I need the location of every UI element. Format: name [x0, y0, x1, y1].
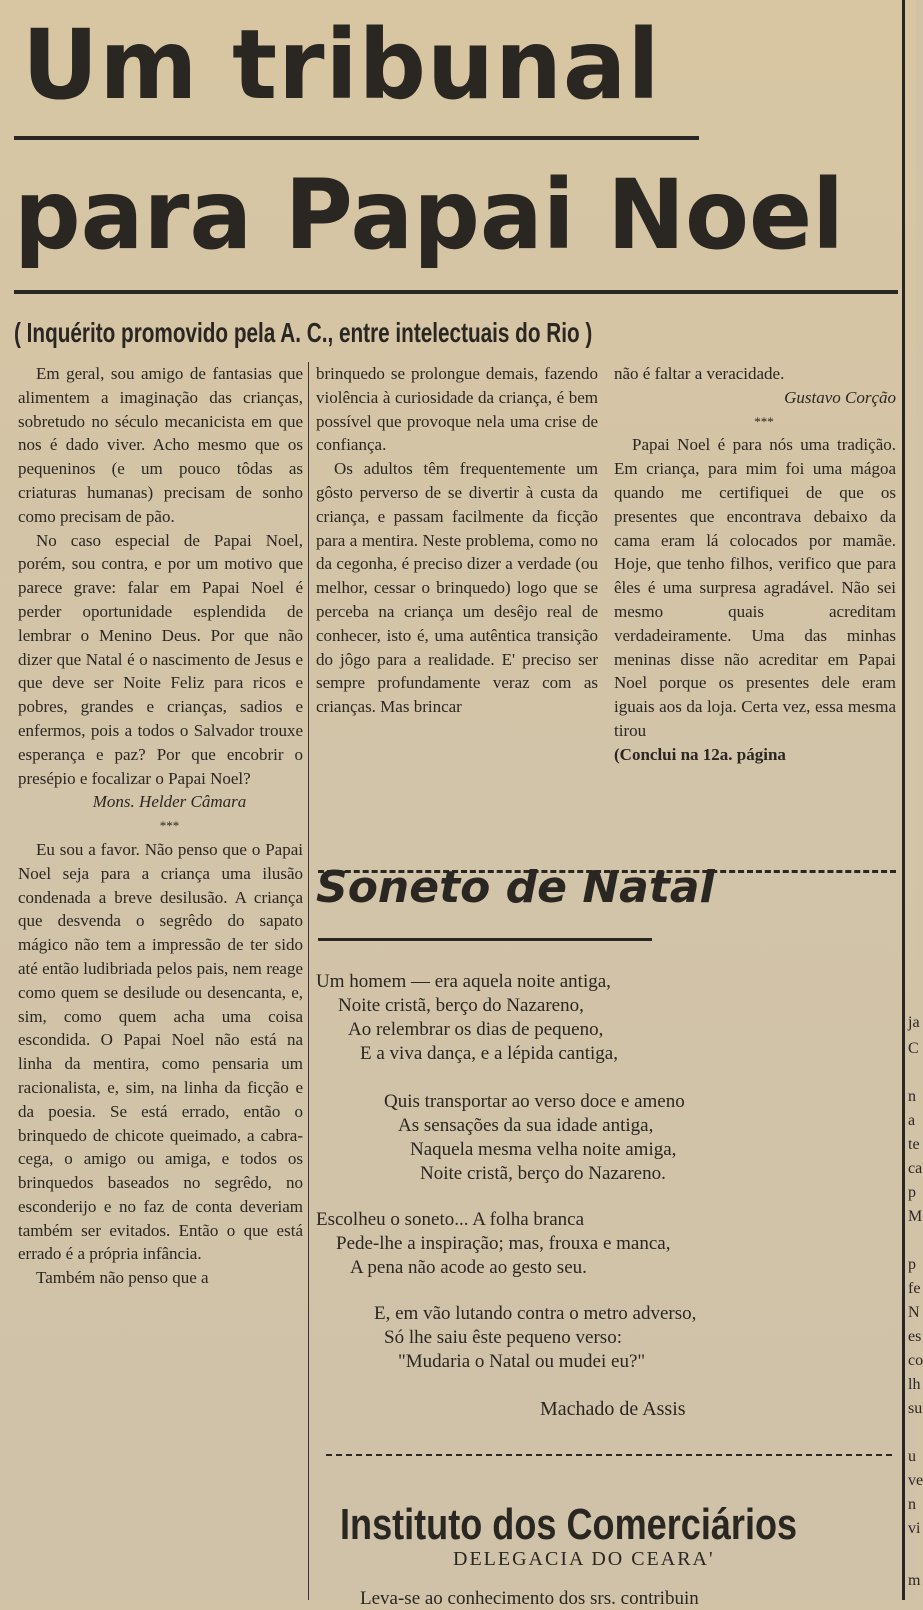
margin-fragment: a	[908, 1112, 916, 1129]
margin-fragment: ve	[908, 1472, 923, 1489]
sonnet-verse: Quis transportar ao verso doce e ameno	[384, 1091, 685, 1112]
margin-fragment: es	[908, 1328, 922, 1345]
column-3	[614, 362, 896, 767]
margin-fragment: N	[908, 1304, 920, 1321]
sonnet-author: Machado de Assis	[540, 1398, 686, 1420]
sonnet-verse: As sensações da sua idade antiga,	[398, 1115, 654, 1136]
col3-continuation-note: (Conclui na 12a. página	[614, 744, 786, 764]
margin-fragment: p	[908, 1184, 916, 1201]
instituto-first-line: Leva-se ao conhecimento dos srs. contribuin	[360, 1588, 699, 1609]
sonnet-title-rule	[318, 938, 652, 941]
sonnet-verse: E, em vão lutando contra o metro adverso,	[374, 1303, 697, 1324]
margin-fragment: vi	[908, 1520, 921, 1537]
sonnet-verse: E a viva dança, e a lépida cantiga,	[360, 1043, 618, 1064]
margin-fragment: u	[908, 1448, 916, 1465]
margin-fragment: n	[908, 1496, 916, 1513]
margin-fragment: ca	[908, 1160, 923, 1177]
headline-line-1: Um tribunal	[22, 9, 661, 121]
margin-fragment: n	[908, 1088, 916, 1105]
sonnet-verse: Noite cristã, berço do Nazareno.	[420, 1163, 666, 1184]
col1-paragraph: Eu sou a favor. Não penso que o Papai Noel seja para a criança uma ilusão condenada a breve desilusão. A criança que desvenda o segrêdo do sapato mágico não tem a impressão de ter sido até então ludibriada pelos pais, nem reage como quem se desilude ou desencanta, e, sim, como quem acha uma coisa escondida. O Papai Noel não está na linha da mentira, como pensaria um racionalista, e, sim, na linha da ficção e da poesia. Se está errado, então o brinquedo de chicote queimado, a cabra-cega, o amigo ou amiga, e todos os brinquedos baseados no segrêdo, no esconderijo e no faz de conta deveriam também ser evitados. Então o que está errado é a própria infância.	[18, 839, 303, 1264]
sonnet-verse: "Mudaria o Natal ou mudei eu?"	[398, 1351, 646, 1372]
sonnet-verse: Pede-lhe a inspiração; mas, frouxa e manca,	[336, 1233, 671, 1254]
col3-signature: Gustavo Corção	[784, 387, 896, 407]
col1-paragraph: Em geral, sou amigo de fantasias que alimentem a imaginação das crianças, sobretudo no século mecanicista em que nos é dado viver. Acho mesmo que os pequeninos (e um pouco tôdas as criaturas humanas) precisam de sonho como precisam de pão.	[18, 364, 303, 526]
sonnet-verse: Só lhe saiu êste pequeno verso:	[384, 1327, 622, 1348]
sonnet-verse: A pena não acode ao gesto seu.	[350, 1257, 587, 1278]
column-separator	[308, 362, 309, 1600]
margin-fragment: C	[908, 1040, 919, 1057]
col3-paragraph: Papai Noel é para nós uma tradição. Em criança, para mim foi uma mágoa quando me certifiquei de que os presentes que encontrava debaixo da cama eram lá colocados por mamãe. Hoje, que tenho filhos, verifico que para êles é uma surpresa agradável. Não sei mesmo quais acreditam verdadeiramente. Uma das minhas meninas disse não acreditar em Papai Noel porque os presentes dele eram iguais aos da loja. Certa vez, essa mesma tirou	[614, 435, 896, 740]
margin-fragment: ja	[908, 1014, 920, 1031]
sonnet-verse: Noite cristã, berço do Nazareno,	[338, 995, 584, 1016]
sonnet-verse: Um homem — era aquela noite antiga,	[316, 971, 611, 992]
col3-first-line: não é faltar a veracidade.	[614, 364, 785, 383]
margin-fragment: te	[908, 1136, 920, 1153]
sonnet-verse: Escolheu o soneto... A folha branca	[316, 1209, 585, 1230]
sonnet-verse: Naquela mesma velha noite amiga,	[410, 1139, 677, 1160]
margin-fragment: co	[908, 1352, 923, 1369]
headline-rule-1	[14, 136, 699, 140]
instituto-subtitle: DELEGACIA DO CEARA'	[453, 1548, 715, 1570]
column-2	[316, 362, 598, 719]
margin-fragment: fe	[908, 1280, 921, 1297]
margin-fragment: lh	[908, 1376, 921, 1393]
margin-fragment: m	[908, 1572, 921, 1589]
subtitle: ( Inquérito promovido pela A. C., entre intelectuais do Rio )	[14, 317, 593, 348]
sonnet-bottom-rule	[326, 1454, 892, 1456]
col3-separator-stars: ***	[754, 413, 774, 429]
col2-paragraph: brinquedo se prolongue demais, fazendo violência à curiosidade da criança, é bem possível que provoque nela uma crise de confiança.	[316, 364, 598, 455]
column-1	[18, 362, 303, 1290]
sonnet-title: Soneto de Natal	[316, 862, 715, 913]
margin-fragment: p	[908, 1256, 916, 1273]
col2-paragraph: Os adultos têm frequentemente um gôsto perverso de se divertir à custa da criança, e passam facilmente da ficção para a mentira. Neste problema, como no da cegonha, é preciso dizer a verdade (ou melhor, cessar o brinquedo) logo que se perceba na criança um desêjo real de conhecer, isto é, uma autêntica transição do jôgo para a realidade. E' preciso ser sempre profundamente veraz com as crianças. Mas brincar	[316, 459, 598, 717]
col1-separator-stars: ***	[159, 818, 180, 834]
col1-paragraph: No caso especial de Papai Noel, porém, sou contra, e por um motivo que parece grave: falar em Papai Noel é perder oportunidade esplendida de lembrar o Menino Deus. Por que não dizer que Natal é o nascimento de Jesus e que deve ser Noite Feliz para ricos e pobres, grandes e crianças, sadios e enfermos, pois a todos o Salvador trouxe esperança e paz? Por que encobrir o presépio e focalizar o Papai Noel?	[18, 530, 303, 788]
headline-rule-2	[14, 290, 898, 294]
margin-fragment: M	[908, 1208, 923, 1225]
sonnet-verse: Ao relembrar os dias de pequeno,	[348, 1019, 604, 1040]
col1-signature: Mons. Helder Câmara	[92, 792, 247, 812]
margin-fragment: su	[908, 1400, 923, 1417]
instituto-title: Instituto dos Comerciários	[340, 1500, 798, 1549]
page-border-right	[902, 0, 905, 1600]
col1-paragraph: Também não penso que a	[36, 1268, 209, 1288]
headline-line-2: para Papai Noel	[14, 159, 845, 271]
